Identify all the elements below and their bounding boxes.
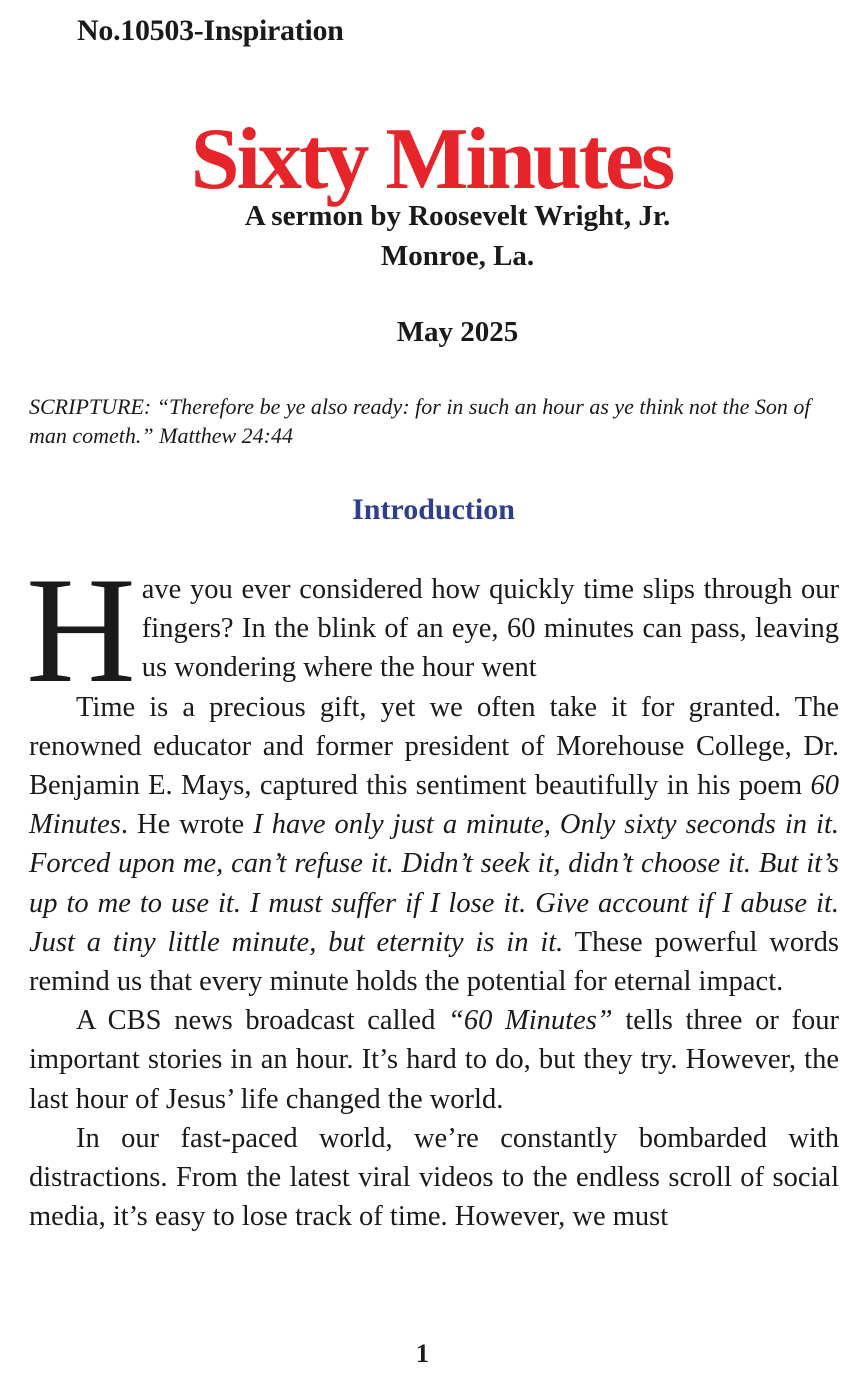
paragraph-1 xyxy=(26,546,839,714)
paragraph-4-text: In our fast-paced world, we’re constantly bombarded with distractions. From the latest viral videos to the endless scroll of social media, it’s easy to lose track of time. However, we must xyxy=(29,1122,839,1233)
drop-cap-letter: H xyxy=(26,546,136,714)
sermon-title: Sixty Minutes xyxy=(190,111,673,208)
issue-number: No.10503-Inspiration xyxy=(77,14,344,47)
paragraph-2 xyxy=(29,688,839,1002)
scripture-quote: SCRIPTURE: “Therefore be ye also ready: for in such an hour as ye think not the Son of man cometh.” Matthew 24:44 xyxy=(29,394,811,448)
section-heading-introduction: Introduction xyxy=(352,493,515,526)
paragraph-1-text: ave you ever considered how quickly time slips through our fingers? In the blink of an eye, 60 minutes can pass, leaving us wondering where the hour went xyxy=(141,574,839,684)
paragraph-2-text-b: . He wrote xyxy=(120,809,254,841)
paragraph-4 xyxy=(29,1119,839,1237)
date-line: May 2025 xyxy=(396,316,519,348)
show-title: “60 Minutes” xyxy=(447,1005,613,1037)
sermon-body xyxy=(26,546,840,1236)
poem-quote: I have only just a minute, Only sixty seconds in it. Forced upon me, can’t refuse it. Didn’t seek it, didn’t choose it. But it’s up to me to use it. I must suffer if I lose it. Give account if I abuse it. Just a tiny little minute, but eternity is in it. xyxy=(29,809,840,958)
paragraph-2-text-c: These powerful words remind us that every minute holds the potential for eternal impact. xyxy=(29,926,839,998)
paragraph-3-text-a: A CBS news broadcast called xyxy=(76,1005,448,1037)
location-line: Monroe, La. xyxy=(380,240,535,272)
paragraph-2-text-a: Time is a precious gift, yet we often take it for granted. The renowned educator and former president of Morehouse College, Dr. Benjamin E. Mays, captured this sentiment beautifully in his poem xyxy=(29,691,839,802)
paragraph-3 xyxy=(29,1001,839,1119)
page-number: 1 xyxy=(416,1339,429,1368)
author-line: A sermon by Roosevelt Wright, Jr. xyxy=(244,200,671,232)
poem-title: 60 Minutes xyxy=(29,770,839,841)
paragraph-3-text-b: tells three or four important stories in an hour. It’s hard to do, but they try. However, the last hour of Jesus’ life changed the world. xyxy=(29,1005,839,1115)
